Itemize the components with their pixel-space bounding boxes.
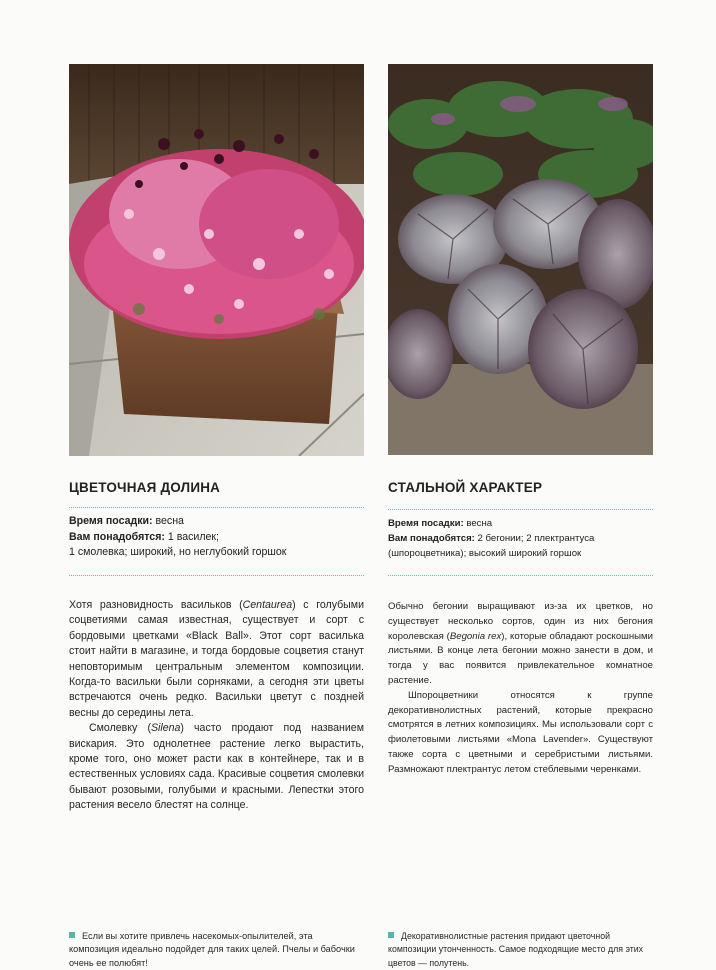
- right-need-label: Вам понадобятся:: [388, 533, 475, 544]
- square-bullet-icon: [388, 932, 394, 938]
- left-planting-value: весна: [152, 515, 184, 527]
- right-planting-line: [388, 516, 653, 531]
- left-need-label: Вам понадобятся:: [69, 530, 165, 543]
- left-p1-text-a: Хотя разновидность васильков (: [69, 599, 243, 611]
- flower-box-image: [69, 64, 364, 456]
- left-tip: [69, 930, 364, 970]
- right-planting-label: Время посадки:: [388, 518, 464, 529]
- left-paragraph-2: [69, 721, 364, 813]
- right-body-text: [388, 600, 653, 778]
- left-info-rule: [69, 575, 364, 577]
- right-heading-rule: [388, 509, 653, 511]
- left-need-value-1: 1 василек;: [164, 530, 219, 543]
- left-heading: ЦВЕТОЧНАЯ ДОЛИНА: [69, 480, 221, 495]
- right-info-rule: [388, 575, 653, 577]
- left-tip-text: Если вы хотите привлечь насекомых-опылителей, эта композиция идеально подойдет для таких целей. Пчелы и бабочки очень ее полюбят!: [69, 931, 355, 968]
- left-p2-latin: Silena: [150, 722, 181, 735]
- left-info-block: [69, 514, 364, 561]
- left-heading-rule: [69, 507, 364, 509]
- right-p1-text-b: ), которые обладают роскошными листьями. В конце лета бегонии можно занести в дом, и тогда у вас появится привлекательное комнатное растение.: [388, 630, 653, 686]
- right-need-value-1: 2 бегонии; 2 плектрантуса: [474, 533, 595, 544]
- begonia-photo: [388, 64, 653, 455]
- right-need-line: [388, 531, 653, 546]
- left-planting-label: Время посадки:: [69, 515, 153, 527]
- left-need-line: [69, 530, 364, 546]
- begonia-image: [388, 64, 653, 455]
- left-paragraph-1: [69, 598, 364, 721]
- left-p2-text-b: ) часто продают под названием вискария. Это однолетнее растение легко вырастить, кроме того, оно может расти как в контейнере, так и в естественных условиях сада. Красивые соцветия смолевки бывают розовыми, голубыми и красными. Лепестки этого растения весело блестят на солнце.: [69, 722, 364, 812]
- right-p1-latin: Begonia rex: [449, 630, 502, 642]
- right-paragraph-1: [388, 600, 653, 689]
- right-paragraph-2: Шпороцветники относятся к группе декоративнолистных растений, которые прекрасно смотрятся в летних композициях. Мы использовали сорт с фиолетовыми листьями «Mona Lavender». Существуют также сорта с цветными и серебристыми листьями. Размножают плектрантус летом стеблевыми черенками.: [388, 689, 653, 775]
- left-need-value-2: 1 смолевка; широкий, но неглубокий горшок: [69, 546, 287, 558]
- flower-box-photo: [69, 64, 364, 456]
- left-p2-text-a: Смолевку (: [89, 722, 151, 735]
- right-tip-text: Декоративнолистные растения придают цветочной композиции утонченность. Самое подходящие место для этих цветов — полутень.: [388, 931, 644, 968]
- right-tip: [388, 930, 653, 970]
- square-bullet-icon: [69, 932, 75, 938]
- right-p1-text-a: Обычно бегонии выращивают из-за их цветков, но существует несколько сортов, один из них бегония королевская (: [388, 601, 653, 642]
- left-p1-text-b: ) с голубыми соцветиями самая известная, существует и сорт с бордовыми цветками «Black Ball». Этот сорт василька стоит найти в магазине, и тогда бордовые соцветия станут неповторимым центральным элементом композиции. Когда-то васильки были сорняками, а сегодня эти цветы встречаются очень редко. Васильки цветут с поздней весны до середины лета.: [69, 599, 364, 719]
- right-need-value-2: (шпороцветника); высокий широкий горшок: [388, 548, 582, 559]
- right-planting-value: весна: [463, 518, 493, 529]
- left-p1-latin: Centaurea: [242, 599, 293, 611]
- right-heading: СТАЛЬНОЙ ХАРАКТЕР: [388, 480, 543, 495]
- right-info-block: [388, 516, 653, 561]
- left-planting-line: [69, 514, 364, 530]
- left-body-text: [69, 598, 364, 814]
